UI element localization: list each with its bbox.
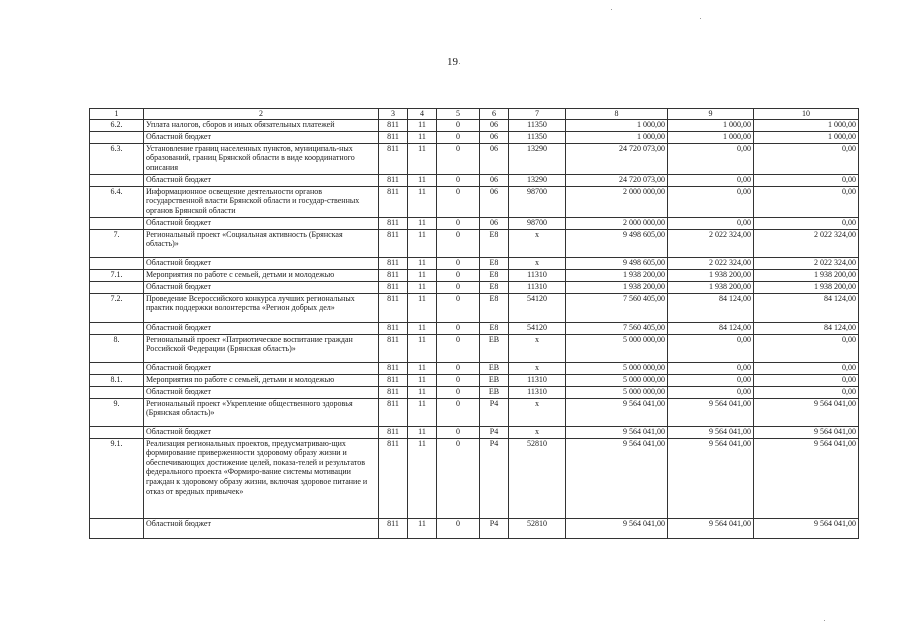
- cell-num: [90, 281, 144, 293]
- header-cell-section: 4: [408, 109, 437, 120]
- cell-section: 11: [408, 293, 437, 322]
- cell-gls: 811: [379, 518, 408, 538]
- cell-amount-year2: 1 000,00: [668, 131, 754, 143]
- cell-name: Областной бюджет: [144, 322, 379, 334]
- header-row: [90, 109, 859, 120]
- cell-expense-code: 54120: [509, 322, 566, 334]
- cell-gls: 811: [379, 186, 408, 217]
- cell-expense-code: x: [509, 229, 566, 257]
- cell-section: 11: [408, 426, 437, 438]
- cell-amount-year1: 5 000 000,00: [566, 362, 668, 374]
- table-row: [90, 293, 859, 322]
- cell-expense-code: x: [509, 398, 566, 426]
- cell-num: 6.4.: [90, 186, 144, 217]
- cell-target-article: E8: [480, 257, 509, 269]
- cell-amount-year2: 1 938 200,00: [668, 281, 754, 293]
- cell-gls: 811: [379, 257, 408, 269]
- cell-section: 11: [408, 438, 437, 518]
- cell-amount-year1: 7 560 405,00: [566, 293, 668, 322]
- table-row: [90, 426, 859, 438]
- header-cell-gls: 3: [379, 109, 408, 120]
- table-row: [90, 518, 859, 538]
- cell-section: 11: [408, 131, 437, 143]
- cell-section: 11: [408, 229, 437, 257]
- cell-num: [90, 362, 144, 374]
- cell-section: 11: [408, 374, 437, 386]
- cell-num: 8.: [90, 334, 144, 362]
- cell-subsection: 0: [437, 257, 480, 269]
- header-cell-amount-year1: 8: [566, 109, 668, 120]
- cell-num: [90, 217, 144, 229]
- cell-subsection: 0: [437, 334, 480, 362]
- cell-subsection: 0: [437, 426, 480, 438]
- table-row: [90, 229, 859, 257]
- cell-gls: 811: [379, 386, 408, 398]
- cell-section: 11: [408, 386, 437, 398]
- cell-target-article: E8: [480, 269, 509, 281]
- cell-expense-code: 13290: [509, 143, 566, 174]
- table-row: [90, 119, 859, 131]
- cell-gls: 811: [379, 426, 408, 438]
- cell-name: Областной бюджет: [144, 426, 379, 438]
- table-row: [90, 374, 859, 386]
- cell-target-article: 06: [480, 119, 509, 131]
- cell-amount-year3: 9 564 041,00: [754, 518, 859, 538]
- cell-subsection: 0: [437, 398, 480, 426]
- cell-target-article: EB: [480, 334, 509, 362]
- cell-amount-year3: 1 000,00: [754, 119, 859, 131]
- cell-target-article: P4: [480, 518, 509, 538]
- cell-subsection: 0: [437, 174, 480, 186]
- scan-speck: [611, 9, 612, 10]
- cell-target-article: P4: [480, 426, 509, 438]
- cell-num: [90, 518, 144, 538]
- cell-name: Реализация региональных проектов, предусматриваю-щих формирование приверженности здоровому образу жизни и обеспечивающих достижение целей, показа-телей и результатов федерального проекта «Формиро-вание системы мотивации граждан к здоровому образу жизни, включая здоровое питание и отказ от вредных привычек»: [144, 438, 379, 518]
- cell-section: 11: [408, 186, 437, 217]
- cell-amount-year2: 0,00: [668, 334, 754, 362]
- cell-gls: 811: [379, 293, 408, 322]
- cell-amount-year2: 2 022 324,00: [668, 257, 754, 269]
- cell-amount-year3: 0,00: [754, 217, 859, 229]
- table-row: [90, 398, 859, 426]
- cell-name: Областной бюджет: [144, 257, 379, 269]
- cell-gls: 811: [379, 362, 408, 374]
- cell-gls: 811: [379, 174, 408, 186]
- cell-target-article: EB: [480, 386, 509, 398]
- table-row: [90, 186, 859, 217]
- cell-amount-year2: 0,00: [668, 217, 754, 229]
- cell-amount-year2: 1 000,00: [668, 119, 754, 131]
- cell-amount-year2: 84 124,00: [668, 322, 754, 334]
- cell-target-article: 06: [480, 186, 509, 217]
- cell-amount-year1: 5 000 000,00: [566, 334, 668, 362]
- cell-name: Областной бюджет: [144, 386, 379, 398]
- cell-expense-code: x: [509, 257, 566, 269]
- cell-expense-code: 11310: [509, 269, 566, 281]
- cell-expense-code: x: [509, 426, 566, 438]
- cell-amount-year1: 5 000 000,00: [566, 374, 668, 386]
- table-row: [90, 269, 859, 281]
- header-cell-amount-year3: 10: [754, 109, 859, 120]
- cell-amount-year3: 0,00: [754, 186, 859, 217]
- cell-amount-year3: 84 124,00: [754, 293, 859, 322]
- cell-section: 11: [408, 269, 437, 281]
- cell-amount-year1: 1 000,00: [566, 119, 668, 131]
- table-row: [90, 174, 859, 186]
- cell-amount-year1: 2 000 000,00: [566, 186, 668, 217]
- cell-amount-year1: 5 000 000,00: [566, 386, 668, 398]
- cell-num: 6.3.: [90, 143, 144, 174]
- cell-amount-year3: 0,00: [754, 143, 859, 174]
- table-row: [90, 362, 859, 374]
- cell-gls: 811: [379, 131, 408, 143]
- cell-target-article: E8: [480, 293, 509, 322]
- cell-subsection: 0: [437, 186, 480, 217]
- cell-target-article: E8: [480, 281, 509, 293]
- table-row: [90, 257, 859, 269]
- cell-expense-code: 13290: [509, 174, 566, 186]
- cell-num: 8.1.: [90, 374, 144, 386]
- cell-section: 11: [408, 322, 437, 334]
- cell-gls: 811: [379, 322, 408, 334]
- cell-section: 11: [408, 518, 437, 538]
- cell-num: [90, 257, 144, 269]
- cell-num: [90, 322, 144, 334]
- cell-gls: 811: [379, 374, 408, 386]
- cell-amount-year1: 9 498 605,00: [566, 257, 668, 269]
- cell-target-article: EB: [480, 374, 509, 386]
- cell-num: 7.: [90, 229, 144, 257]
- cell-amount-year2: 0,00: [668, 374, 754, 386]
- cell-subsection: 0: [437, 143, 480, 174]
- table-row: [90, 386, 859, 398]
- cell-amount-year3: 1 000,00: [754, 131, 859, 143]
- cell-name: Областной бюджет: [144, 281, 379, 293]
- cell-expense-code: 11350: [509, 131, 566, 143]
- table-row: [90, 322, 859, 334]
- cell-target-article: P4: [480, 398, 509, 426]
- table-row: [90, 438, 859, 518]
- cell-num: [90, 386, 144, 398]
- table-row: [90, 281, 859, 293]
- cell-section: 11: [408, 257, 437, 269]
- cell-amount-year2: 0,00: [668, 186, 754, 217]
- cell-expense-code: 11350: [509, 119, 566, 131]
- cell-target-article: 06: [480, 174, 509, 186]
- cell-subsection: 0: [437, 322, 480, 334]
- table-row: [90, 217, 859, 229]
- scan-speck: [824, 620, 825, 621]
- scan-speck: [459, 63, 460, 64]
- cell-amount-year3: 1 938 200,00: [754, 281, 859, 293]
- cell-num: 9.: [90, 398, 144, 426]
- cell-amount-year2: 84 124,00: [668, 293, 754, 322]
- cell-amount-year3: 9 564 041,00: [754, 438, 859, 518]
- cell-expense-code: x: [509, 334, 566, 362]
- cell-name: Региональный проект «Патриотическое воспитание граждан Российской Федерации (Брянская область)»: [144, 334, 379, 362]
- cell-expense-code: 54120: [509, 293, 566, 322]
- cell-section: 11: [408, 119, 437, 131]
- cell-num: 7.1.: [90, 269, 144, 281]
- cell-target-article: P4: [480, 438, 509, 518]
- cell-amount-year3: 0,00: [754, 362, 859, 374]
- header-cell-target-article: 6: [480, 109, 509, 120]
- cell-num: 7.2.: [90, 293, 144, 322]
- cell-amount-year1: 24 720 073,00: [566, 143, 668, 174]
- cell-target-article: EB: [480, 362, 509, 374]
- cell-amount-year2: 0,00: [668, 174, 754, 186]
- cell-amount-year2: 0,00: [668, 362, 754, 374]
- cell-num: [90, 426, 144, 438]
- cell-section: 11: [408, 143, 437, 174]
- cell-amount-year1: 9 564 041,00: [566, 438, 668, 518]
- cell-amount-year2: 9 564 041,00: [668, 518, 754, 538]
- cell-amount-year1: 9 564 041,00: [566, 398, 668, 426]
- header-cell-expense-code: 7: [509, 109, 566, 120]
- cell-gls: 811: [379, 217, 408, 229]
- cell-gls: 811: [379, 143, 408, 174]
- cell-expense-code: x: [509, 362, 566, 374]
- cell-target-article: 06: [480, 143, 509, 174]
- cell-subsection: 0: [437, 281, 480, 293]
- cell-name: Уплата налогов, сборов и иных обязательных платежей: [144, 119, 379, 131]
- cell-expense-code: 52810: [509, 438, 566, 518]
- cell-section: 11: [408, 217, 437, 229]
- cell-target-article: E8: [480, 229, 509, 257]
- cell-amount-year3: 2 022 324,00: [754, 229, 859, 257]
- cell-amount-year3: 0,00: [754, 386, 859, 398]
- cell-expense-code: 98700: [509, 186, 566, 217]
- cell-amount-year3: 1 938 200,00: [754, 269, 859, 281]
- cell-section: 11: [408, 334, 437, 362]
- cell-name: Информационное освещение деятельности органов государственной власти Брянской области и государ-ственных органов Брянской области: [144, 186, 379, 217]
- cell-subsection: 0: [437, 229, 480, 257]
- table-row: [90, 334, 859, 362]
- cell-subsection: 0: [437, 293, 480, 322]
- header-cell-subsection: 5: [437, 109, 480, 120]
- cell-subsection: 0: [437, 119, 480, 131]
- cell-gls: 811: [379, 398, 408, 426]
- cell-amount-year1: 7 560 405,00: [566, 322, 668, 334]
- cell-amount-year2: 9 564 041,00: [668, 398, 754, 426]
- header-cell-amount-year2: 9: [668, 109, 754, 120]
- cell-gls: 811: [379, 281, 408, 293]
- cell-amount-year2: 9 564 041,00: [668, 438, 754, 518]
- cell-amount-year2: 0,00: [668, 386, 754, 398]
- cell-expense-code: 11310: [509, 281, 566, 293]
- cell-name: Мероприятия по работе с семьей, детьми и молодежью: [144, 374, 379, 386]
- cell-amount-year1: 24 720 073,00: [566, 174, 668, 186]
- cell-amount-year1: 9 498 605,00: [566, 229, 668, 257]
- cell-amount-year3: 84 124,00: [754, 322, 859, 334]
- cell-expense-code: 11310: [509, 374, 566, 386]
- cell-section: 11: [408, 174, 437, 186]
- cell-subsection: 0: [437, 374, 480, 386]
- cell-amount-year2: 1 938 200,00: [668, 269, 754, 281]
- cell-target-article: 06: [480, 217, 509, 229]
- cell-section: 11: [408, 281, 437, 293]
- cell-expense-code: 98700: [509, 217, 566, 229]
- cell-subsection: 0: [437, 269, 480, 281]
- cell-amount-year1: 9 564 041,00: [566, 518, 668, 538]
- cell-amount-year3: 0,00: [754, 334, 859, 362]
- cell-target-article: 06: [480, 131, 509, 143]
- cell-name: Областной бюджет: [144, 518, 379, 538]
- cell-name: Региональный проект «Социальная активность (Брянская область)»: [144, 229, 379, 257]
- cell-amount-year3: 0,00: [754, 174, 859, 186]
- cell-target-article: E8: [480, 322, 509, 334]
- cell-amount-year2: 9 564 041,00: [668, 426, 754, 438]
- cell-num: [90, 174, 144, 186]
- budget-table: [89, 108, 859, 539]
- header-cell-name: 2: [144, 109, 379, 120]
- cell-amount-year1: 1 000,00: [566, 131, 668, 143]
- cell-name: Установление границ населенных пунктов, муниципаль-ных образований, границ Брянской области в виде координатного описания: [144, 143, 379, 174]
- cell-amount-year3: 9 564 041,00: [754, 398, 859, 426]
- cell-num: 9.1.: [90, 438, 144, 518]
- cell-expense-code: 11310: [509, 386, 566, 398]
- cell-gls: 811: [379, 438, 408, 518]
- cell-name: Областной бюджет: [144, 174, 379, 186]
- cell-gls: 811: [379, 334, 408, 362]
- cell-name: Областной бюджет: [144, 131, 379, 143]
- cell-section: 11: [408, 398, 437, 426]
- page-number: 19: [447, 56, 458, 68]
- cell-amount-year1: 9 564 041,00: [566, 426, 668, 438]
- cell-name: Областной бюджет: [144, 362, 379, 374]
- table-row: [90, 143, 859, 174]
- cell-subsection: 0: [437, 131, 480, 143]
- cell-section: 11: [408, 362, 437, 374]
- cell-subsection: 0: [437, 217, 480, 229]
- cell-name: Проведение Всероссийского конкурса лучших региональных практик поддержки волонтерства «Регион добрых дел»: [144, 293, 379, 322]
- table-row: [90, 131, 859, 143]
- table-body: [90, 109, 859, 539]
- cell-expense-code: 52810: [509, 518, 566, 538]
- cell-amount-year1: 1 938 200,00: [566, 269, 668, 281]
- cell-subsection: 0: [437, 518, 480, 538]
- cell-num: [90, 131, 144, 143]
- cell-amount-year2: 2 022 324,00: [668, 229, 754, 257]
- cell-name: Региональный проект «Укрепление общественного здоровья (Брянская область)»: [144, 398, 379, 426]
- cell-subsection: 0: [437, 362, 480, 374]
- cell-num: 6.2.: [90, 119, 144, 131]
- cell-name: Областной бюджет: [144, 217, 379, 229]
- cell-subsection: 0: [437, 438, 480, 518]
- cell-gls: 811: [379, 119, 408, 131]
- cell-gls: 811: [379, 269, 408, 281]
- cell-amount-year3: 0,00: [754, 374, 859, 386]
- cell-subsection: 0: [437, 386, 480, 398]
- scan-speck: [700, 18, 701, 19]
- cell-amount-year3: 9 564 041,00: [754, 426, 859, 438]
- cell-amount-year3: 2 022 324,00: [754, 257, 859, 269]
- header-cell-num: 1: [90, 109, 144, 120]
- cell-amount-year1: 1 938 200,00: [566, 281, 668, 293]
- cell-amount-year1: 2 000 000,00: [566, 217, 668, 229]
- cell-amount-year2: 0,00: [668, 143, 754, 174]
- cell-gls: 811: [379, 229, 408, 257]
- cell-name: Мероприятия по работе с семьей, детьми и молодежью: [144, 269, 379, 281]
